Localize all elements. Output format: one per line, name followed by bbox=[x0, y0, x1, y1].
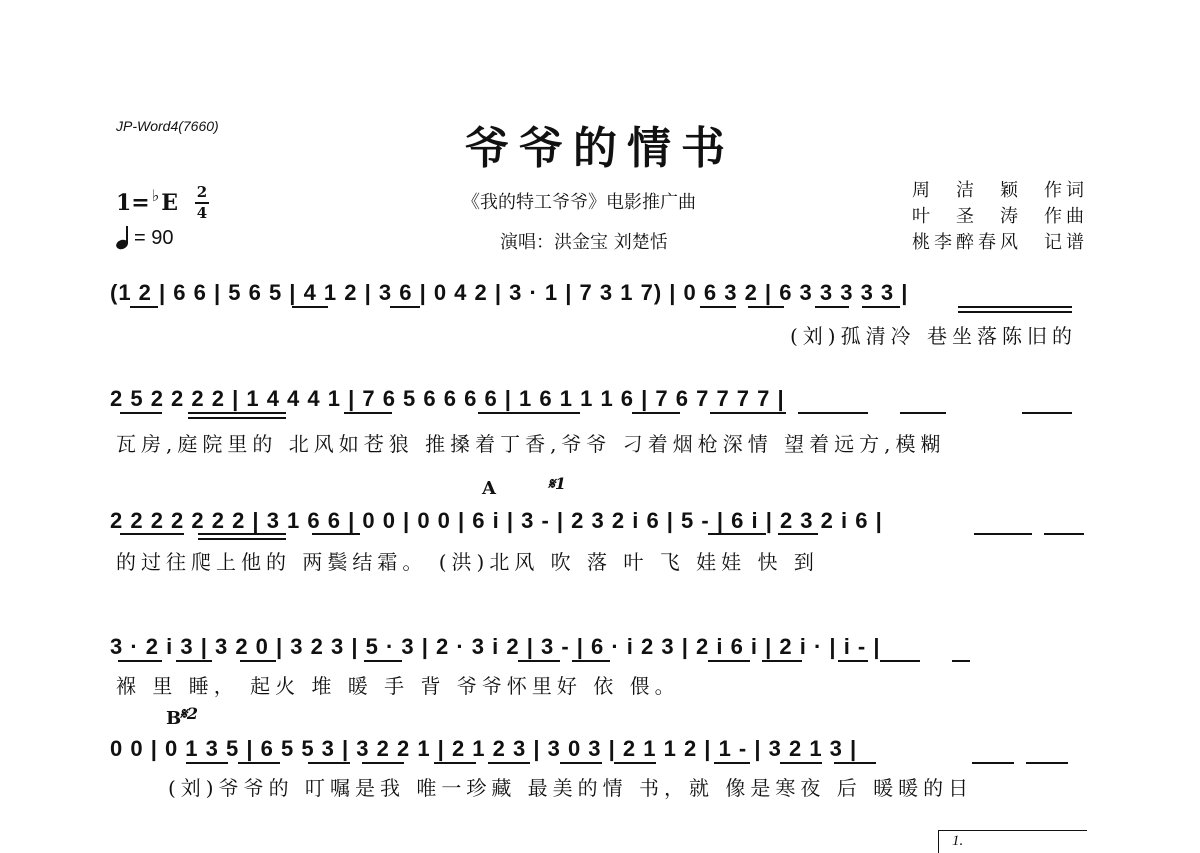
beam-underline bbox=[834, 762, 876, 764]
beam-underline bbox=[344, 412, 392, 414]
beam-underline bbox=[186, 762, 228, 764]
tempo-marking bbox=[116, 226, 173, 250]
beam-underline bbox=[862, 306, 900, 308]
beam-underline bbox=[240, 660, 276, 662]
lyricist-credit: 周 洁 颖 作词 bbox=[912, 180, 1088, 201]
tempo-value: = 90 bbox=[134, 226, 174, 249]
beam-underline bbox=[1026, 762, 1068, 764]
first-ending-label: 1. bbox=[952, 833, 964, 849]
song-title: 爷爷的情书 bbox=[465, 123, 735, 174]
notation-line-3: 2 2 2 2 2 2 2 | 3 1 6 6 | 0 0 | 0 0 | 6 i | 3 - | 2 3 2 i 6 | 5 - | 6 i | 2 3 2 i 6 | bbox=[110, 508, 883, 533]
beam-underline bbox=[198, 533, 286, 535]
segno-2: 𝄋2 bbox=[180, 704, 199, 723]
time-signature bbox=[195, 184, 209, 222]
beam-underline bbox=[880, 660, 920, 662]
beam-underline bbox=[1022, 412, 1072, 414]
beam-underline bbox=[708, 533, 766, 535]
composer-credit: 叶 圣 涛 作曲 bbox=[912, 206, 1088, 227]
beam-underline bbox=[120, 533, 184, 535]
beam-underline bbox=[238, 762, 280, 764]
quarter-note-icon bbox=[116, 226, 130, 250]
rehearsal-mark-a: A bbox=[482, 478, 496, 499]
beam-underline bbox=[815, 306, 849, 308]
beam-underline bbox=[1044, 533, 1084, 535]
key-note: E bbox=[161, 190, 179, 216]
beam-underline bbox=[120, 412, 162, 414]
beam-underline bbox=[972, 762, 1014, 764]
lyric-line-5: (刘)爷爷的 叮嘱是我 唯一珍藏 最美的情 书，就 像是寒夜 后 暖暖的日 bbox=[168, 776, 974, 800]
beam-underline bbox=[188, 417, 286, 419]
key-signature bbox=[116, 185, 179, 216]
beam-underline bbox=[714, 762, 750, 764]
notation-line-4: 3 · 2 i 3 | 3 2 0 | 3 2 3 | 5 · 3 | 2 · 3 i 2 | 3 - | 6 · i 2 3 | 2 i 6 i | 2 i · | i - | bbox=[110, 634, 881, 659]
time-signature-bottom: 4 bbox=[196, 204, 208, 222]
beam-underline bbox=[118, 660, 162, 662]
beam-underline bbox=[176, 660, 212, 662]
software-label: JP-Word4(7660) bbox=[116, 118, 219, 134]
beam-underline bbox=[762, 660, 802, 662]
beam-underline bbox=[780, 762, 822, 764]
beam-underline bbox=[838, 660, 868, 662]
notation-line-2: 2 5 2 2 2 2 | 1 4 4 4 1 | 7 6 5 6 6 6 6 | 1 6 1 1 1 6 | 7 6 7 7 7 7 | bbox=[110, 386, 785, 411]
beam-underline bbox=[308, 762, 350, 764]
beam-underline bbox=[312, 533, 360, 535]
beam-underline bbox=[560, 762, 602, 764]
beam-underline bbox=[778, 533, 818, 535]
lyric-line-4: 褓 里 睡， 起火 堆 暖 手 背 爷爷怀里好 依 偎。 bbox=[116, 674, 680, 698]
segno-1: 𝄋1 bbox=[548, 474, 567, 493]
transcriber-credit: 桃李醉春风 记谱 bbox=[912, 232, 1088, 253]
beam-underline bbox=[390, 306, 420, 308]
credits bbox=[912, 178, 1088, 256]
beam-underline bbox=[958, 311, 1072, 313]
lyric-line-2: 瓦房,庭院里的 北风如苍狼 推搡着丁香,爷爷 刁着烟枪深情 望着远方,模糊 bbox=[116, 432, 946, 456]
beam-underline bbox=[518, 660, 560, 662]
time-signature-top: 2 bbox=[196, 183, 208, 201]
beam-underline bbox=[708, 660, 750, 662]
beam-underline bbox=[362, 762, 404, 764]
beam-underline bbox=[900, 412, 946, 414]
beam-underline bbox=[632, 412, 680, 414]
rehearsal-mark-b: B bbox=[166, 708, 182, 729]
beam-underline bbox=[572, 660, 610, 662]
beam-underline bbox=[292, 306, 328, 308]
song-subtitle: 《我的特工爷爷》电影推广曲 bbox=[462, 192, 696, 213]
beam-underline bbox=[958, 306, 1072, 308]
lyric-line-1: (刘)孤清冷 巷坐落陈旧的 bbox=[790, 324, 1077, 348]
key-prefix: 1= bbox=[116, 190, 150, 216]
beam-underline bbox=[710, 412, 786, 414]
beam-underline bbox=[488, 762, 530, 764]
beam-underline bbox=[798, 412, 868, 414]
beam-underline bbox=[952, 660, 970, 662]
beam-underline bbox=[130, 306, 158, 308]
beam-underline bbox=[364, 660, 402, 662]
beam-underline bbox=[478, 412, 580, 414]
beam-underline bbox=[198, 538, 286, 540]
beam-underline bbox=[188, 412, 286, 414]
beam-underline bbox=[434, 762, 476, 764]
singers: 演唱：洪金宝 刘楚恬 bbox=[500, 232, 668, 253]
notation-line-5: 0 0 | 0 1 3 5 | 6 5 5 3 | 3 2 2 1 | 2 1 2 3 | 3 0 3 | 2 1 1 2 | 1 - | 3 2 1 3 | bbox=[110, 736, 858, 761]
beam-underline bbox=[974, 533, 1032, 535]
beam-underline bbox=[614, 762, 656, 764]
flat-sign: ♭ bbox=[151, 185, 160, 205]
beam-underline bbox=[748, 306, 784, 308]
notation-line-1: (1 2 | 6 6 | 5 6 5 | 4 1 2 | 3 6 | 0 4 2 | 3 · 1 | 7 3 1 7) | 0 6 3 2 | 6 3 3 3 3 3 | bbox=[110, 280, 909, 305]
lyric-line-3: 的过往爬上他的 两鬓结霜。 (洪)北风 吹 落 叶 飞 娃娃 快 到 bbox=[116, 550, 819, 574]
beam-underline bbox=[700, 306, 736, 308]
